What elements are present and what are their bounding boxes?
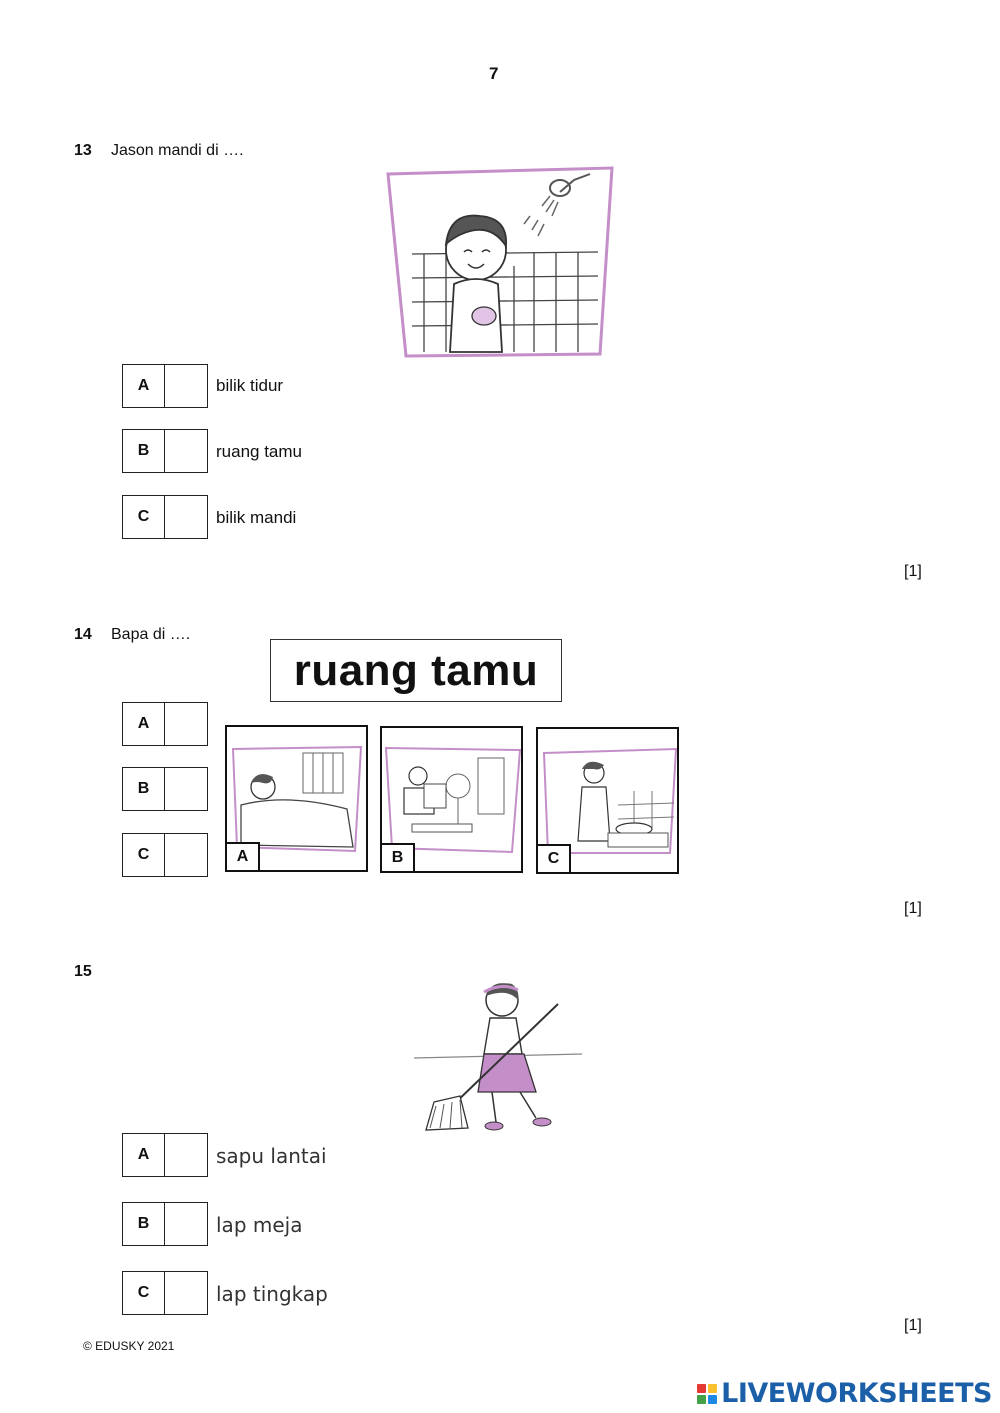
q15-option-c-text: lap tingkap [216, 1282, 328, 1306]
option-letter: B [123, 768, 165, 810]
q15-option-a-text: sapu lantai [216, 1144, 327, 1168]
answer-checkbox-a[interactable] [165, 703, 207, 745]
option-letter: A [123, 703, 165, 745]
answer-checkbox-b[interactable] [165, 430, 207, 472]
option-letter: B [123, 430, 165, 472]
liveworksheets-logo[interactable] [697, 1378, 992, 1409]
q15-option-b-text: lap meja [216, 1213, 303, 1237]
q15-option-a-box [122, 1133, 208, 1177]
answer-checkbox-b[interactable] [165, 768, 207, 810]
picture-tag-b: B [382, 843, 415, 871]
q15-option-b-box [122, 1202, 208, 1246]
question-14-number: 14 [74, 626, 92, 643]
liveworksheets-blocks-icon [697, 1384, 717, 1404]
liveworksheets-wordmark: LIVEWORKSHEETS [721, 1378, 992, 1409]
question-14-text: Bapa di …. [111, 626, 191, 643]
answer-checkbox-c[interactable] [165, 834, 207, 876]
answer-label-box[interactable]: ruang tamu [270, 639, 562, 702]
q14-mark: [1] [904, 900, 922, 917]
picture-tag-c: C [538, 844, 571, 872]
q13-option-a-box [122, 364, 208, 408]
option-letter: C [123, 834, 165, 876]
picture-tag-a: A [227, 842, 260, 870]
option-letter: A [123, 365, 165, 407]
page-number: 7 [489, 64, 499, 83]
option-letter: C [123, 1272, 165, 1314]
q13-mark: [1] [904, 563, 922, 580]
copyright-footer: © EDUSKY 2021 [83, 1339, 175, 1353]
girl-sweeping-illustration [412, 978, 584, 1136]
picture-card-a[interactable] [225, 725, 368, 872]
q13-option-c-text: bilik mandi [216, 508, 297, 527]
question-13-text: Jason mandi di …. [111, 142, 244, 159]
answer-checkbox-c[interactable] [165, 1272, 207, 1314]
answer-checkbox-b[interactable] [165, 1203, 207, 1245]
q13-option-a-text: bilik tidur [216, 376, 284, 395]
q13-option-c-box [122, 495, 208, 539]
q14-option-c-box [122, 833, 208, 877]
answer-checkbox-c[interactable] [165, 496, 207, 538]
option-letter: C [123, 496, 165, 538]
option-letter: B [123, 1203, 165, 1245]
option-letter: A [123, 1134, 165, 1176]
q15-option-c-box [122, 1271, 208, 1315]
q13-option-b-box [122, 429, 208, 473]
picture-card-c[interactable] [536, 727, 679, 874]
q15-mark: [1] [904, 1317, 922, 1334]
q14-option-b-box [122, 767, 208, 811]
q13-option-b-text: ruang tamu [216, 442, 302, 461]
answer-checkbox-a[interactable] [165, 1134, 207, 1176]
boy-showering-illustration [384, 166, 616, 362]
question-15-number: 15 [74, 963, 92, 980]
answer-checkbox-a[interactable] [165, 365, 207, 407]
picture-card-b[interactable] [380, 726, 523, 873]
q14-option-a-box [122, 702, 208, 746]
question-13-number: 13 [74, 142, 92, 159]
